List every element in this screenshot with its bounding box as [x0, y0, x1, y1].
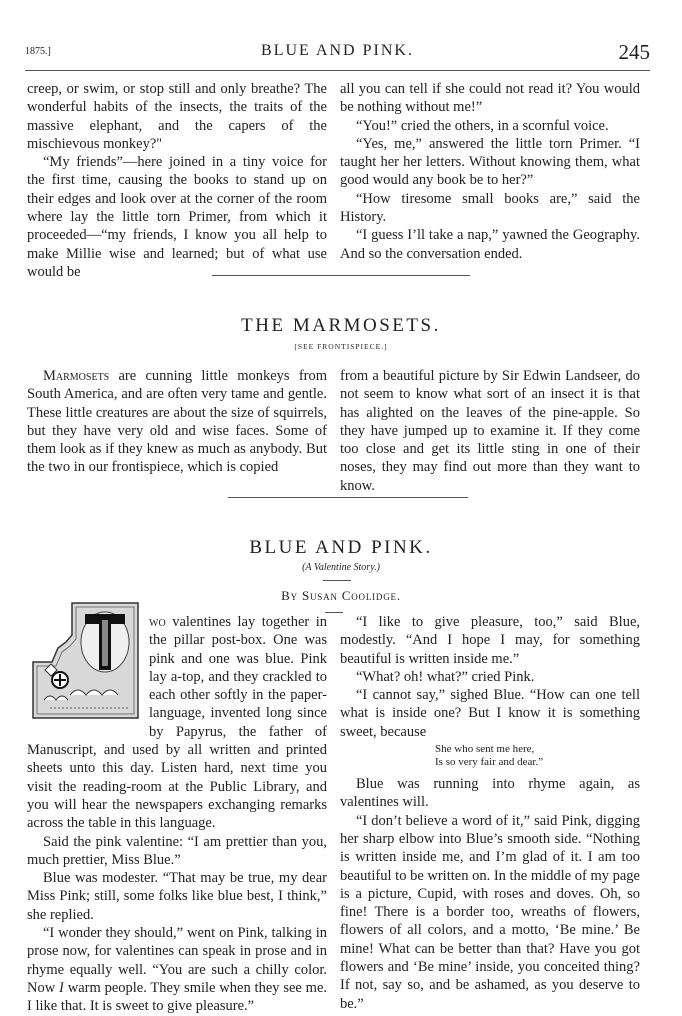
section-divider: [228, 497, 468, 498]
paragraph: “Yes, me,” answered the little torn Primer. “I taught her her letters. Without knowing them, what good would any book be to her?”: [340, 135, 640, 189]
running-head-title: BLUE AND PINK.: [261, 42, 414, 59]
prev-story-left-column: [27, 80, 327, 281]
story-left-column: [27, 613, 327, 1016]
marmosets-subtitle: [SEE FRONTISPIECE.]: [294, 342, 388, 351]
section-divider: [212, 275, 470, 276]
byline-by: By: [281, 588, 298, 603]
paragraph-text: “I wonder they should,” went on Pink, talking in prose now, for valentines can speak in prose and in rhyme equally well. “You are such a chilly color. Now: [27, 925, 327, 996]
paragraph-text: warm people. They smile when they see me. I like that. It is sweet to give pleasure.”: [27, 979, 328, 1015]
paragraph: “I cannot say,” sighed Blue. “How can one tell what is inside one? But I know it is something sweet, because: [340, 687, 640, 740]
paragraph-text: are cunning little monkeys from South America, and are often very tame and gentle. These little creatures are about the size of squirrels, but they have very old and wise faces. Some of them look as if they knew as much as anybody. But the two in our frontispiece, which is copied: [27, 368, 327, 476]
initial-float-spacer: [27, 613, 149, 727]
paragraph: Said the pink valentine: “I am prettier than you, much prettier, Miss Blue.”: [27, 833, 327, 868]
paragraph: “You!” cried the others, in a scornful voice.: [356, 117, 609, 134]
paragraph: creep, or swim, or stop still and only breathe? The wonderful habits of the insects, the traits of the massive elephant, and the capers of the mischievous monkey?": [27, 81, 327, 152]
paragraph: Blue was running into rhyme again, as valentines will.: [340, 776, 640, 811]
marmosets-right-column: [340, 367, 640, 495]
header-rule: [25, 70, 650, 71]
paragraph: “I like to give pleasure, too,” said Blue, modestly. “And I hope I may, for something beautiful is written inside me.”: [340, 614, 640, 667]
marmosets-title: THE MARMOSETS.: [241, 315, 441, 336]
paragraph-text: valentines lay together in the pillar post-box. One was pink and one was blue. Pink lay a-top, and they crackled to each other softly in the paper-language, invented long since by Papyrus, the father of Manuscript, and used by all written and printed sheets unto this day. Listen hard, next time you visit the reading-room at the Public Library, and you will hear the newspapers exchanging remarks across the table in this language.: [27, 614, 327, 832]
marmosets-left-column: [27, 367, 327, 477]
paragraph: Blue was modester. “That may be true, my dear Miss Pink; still, some folks like blue best, I think,” she replied.: [27, 870, 327, 923]
story-subtitle: (A Valentine Story.): [302, 562, 380, 573]
paragraph: “I don’t believe a word of it,” said Pink, digging her sharp elbow into Blue’s smooth side. “Nothing is written inside me, and I’m glad of it. I am too beautiful to be written on. In the middle of my page is a picture, Cupid, with roses and doves. Oh, so fine! There is a border too, wreaths of flowers, flowers of all colors, and a motto, ‘Be mine.’ Be mine! What can be better than that? Have you got flowers and ‘Be mine’ inside, you conceited thing? If not, say so, and be ashamed, as you deserve to be.”: [340, 812, 640, 1012]
story-right-column: [340, 613, 640, 1013]
paragraph: “I guess I’ll take a nap,” yawned the Geography. And so the conversation ended.: [340, 227, 640, 262]
paragraph: all you can tell if she could not read it? You would be nothing without me!”: [340, 81, 640, 116]
lead-word: Marmosets: [43, 368, 110, 384]
paragraph: [27, 924, 327, 1015]
paragraph: [27, 367, 327, 477]
running-head: [25, 40, 650, 68]
story-title: BLUE AND PINK.: [249, 537, 433, 558]
paragraph: “My friends”—here joined in a tiny voice for the first time, causing the books to stand up on their edges and look over at the corner of the room where lay the little torn Primer, from which it proceeded—“my friends, I know you all help to make Millie wise and learned; but of what use would be: [27, 154, 327, 280]
running-head-year: 1875.]: [25, 46, 51, 57]
poem-line: Is so very fair and dear.”: [435, 756, 544, 769]
page-number: 245: [618, 40, 650, 64]
paragraph: “What? oh! what?” cried Pink.: [356, 668, 535, 685]
initial-rest: wo: [149, 614, 166, 630]
paragraph: “How tiresome small books are,” said the History.: [340, 190, 640, 226]
poem: [340, 743, 640, 769]
byline-author: Susan Coolidge.: [301, 588, 401, 603]
prev-story-right-column: [340, 80, 640, 263]
short-rule: [323, 580, 351, 581]
italic-word: I: [59, 979, 64, 996]
poem-line: She who sent me here,: [435, 743, 535, 756]
paragraph: from a beautiful picture by Sir Edwin Landseer, do not seem to know what sort of an insect it is that has alighted on the leaves of the pine-apple. So they have jumped up to examine it. If they come too close and get its little sting in one of their noses, they may find out more than they want to know.: [340, 368, 640, 494]
